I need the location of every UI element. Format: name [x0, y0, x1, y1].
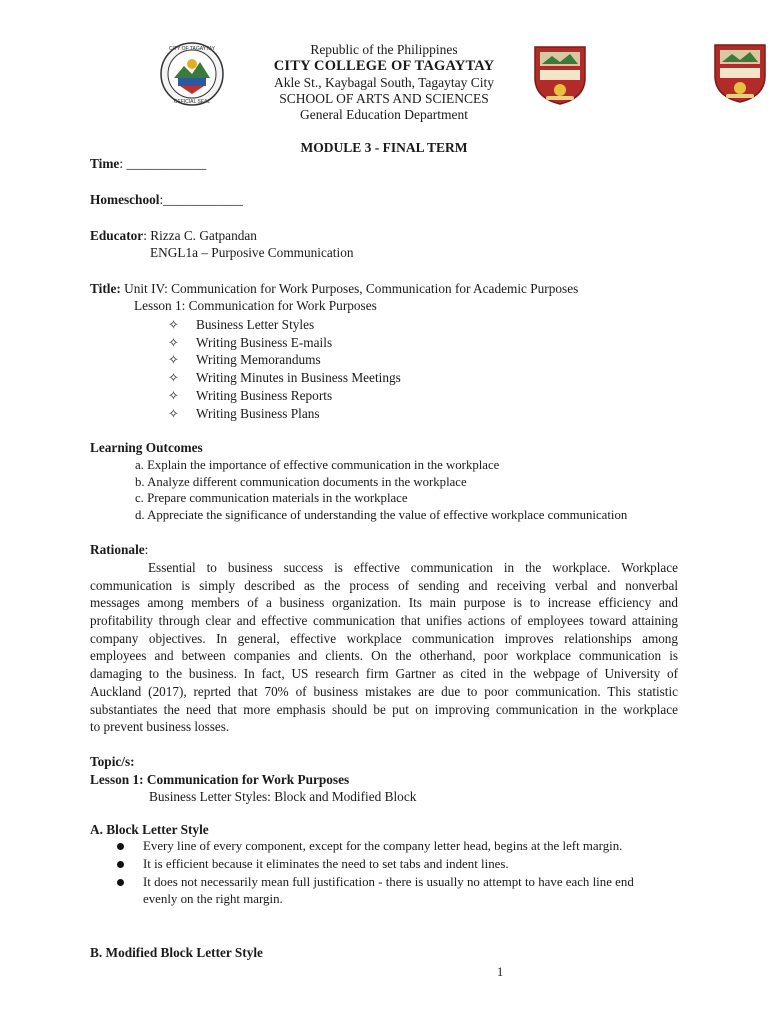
rationale-line: Auckland (2017), reprted that 70% of business mistakes are due to poor communication. This statistic — [90, 683, 678, 699]
lesson-item: Writing Business Reports — [196, 388, 333, 403]
topics-heading: Topic/s: — [90, 754, 135, 769]
time-label: Time — [90, 156, 120, 171]
title-line — [90, 281, 578, 297]
letterhead — [200, 42, 568, 123]
outcome-item: d. Appreciate the significance of understanding the value of effective workplace communication — [135, 508, 628, 522]
homeschool-line — [90, 192, 243, 208]
outcome-item: c. Prepare communication materials in the workplace — [135, 491, 408, 505]
rationale-heading-line — [90, 542, 148, 558]
diamond-bullet-icon: ✧ — [168, 335, 179, 350]
svg-text:CITY OF TAGAYTAY: CITY OF TAGAYTAY — [168, 46, 216, 52]
rationale-paragraph — [90, 559, 678, 736]
section-a-bullet: It does not necessarily mean full justification - there is usually no attempt to have each line end — [143, 875, 634, 889]
diamond-bullet-icon: ✧ — [168, 370, 179, 385]
republic-line: Republic of the Philippines — [310, 42, 458, 57]
diamond-bullet-icon: ✧ — [168, 352, 179, 367]
lesson-item: Writing Business E-mails — [196, 335, 333, 350]
lesson-item: Writing Memorandums — [196, 352, 321, 367]
section-a-bullet: It is efficient because it eliminates the need to set tabs and indent lines. — [143, 857, 509, 871]
bullet-dot-icon — [117, 879, 124, 886]
title-label: Title: — [90, 281, 121, 296]
college-shield-logo-2 — [712, 42, 768, 104]
diamond-bullet-icon: ✧ — [168, 406, 179, 421]
bullet-dot-icon — [117, 843, 124, 850]
lesson-item: Writing Business Plans — [196, 406, 320, 421]
rationale-line: employees and between companies and clients. On the otherhand, poor workplace communication is — [90, 648, 678, 664]
lesson-line: Lesson 1: Communication for Work Purposes — [134, 298, 377, 313]
homeschool-value: :____________ — [159, 192, 243, 207]
course-name: ENGL1a – Purposive Communication — [150, 245, 354, 260]
rationale-line: company objectives. In general, effective workplace communication improves relationships among — [90, 630, 678, 646]
section-a-heading: A. Block Letter Style — [90, 822, 209, 837]
outcomes-heading: Learning Outcomes — [90, 440, 203, 455]
diamond-bullet-icon: ✧ — [168, 388, 179, 403]
lesson-item: Writing Minutes in Business Meetings — [196, 370, 401, 385]
rationale-line: to prevent business losses. — [90, 719, 230, 735]
page-number: 1 — [497, 965, 504, 979]
time-value: : ____________ — [119, 156, 207, 171]
rationale-line: profitability through clear and effective communication that unifies actions of employees toward attaining — [90, 613, 678, 629]
college-name: CITY COLLEGE OF TAGAYTAY — [273, 58, 495, 75]
lesson-item: Business Letter Styles — [196, 317, 315, 332]
svg-text:OFFICIAL SEAL: OFFICIAL SEAL — [173, 99, 211, 105]
rationale-line: Essential to business success is effective communication in the workplace. Workplace — [148, 560, 678, 575]
section-a-bullet: Every line of every component, except for the company letter head, begins at the left margin. — [143, 839, 623, 853]
diamond-bullet-icon: ✧ — [168, 317, 179, 332]
educator-label: Educator — [90, 228, 144, 243]
department-name: General Education Department — [300, 107, 468, 123]
college-address: Akle St., Kaybagal South, Tagaytay City — [273, 74, 495, 90]
topics-lesson: Lesson 1: Communication for Work Purposes — [90, 772, 350, 787]
module-title: MODULE 3 - FINAL TERM — [300, 140, 468, 155]
outcome-item: a. Explain the importance of effective communication in the workplace — [135, 458, 500, 472]
educator-line — [90, 228, 257, 244]
school-name: SCHOOL OF ARTS AND SCIENCES — [279, 90, 489, 106]
rationale-heading: Rationale — [90, 542, 145, 557]
title-value: Unit IV: Communication for Work Purposes, Communication for Academic Purposes — [124, 281, 579, 296]
bullet-dot-icon — [117, 861, 124, 868]
rationale-colon: : — [144, 542, 149, 557]
outcome-item: b. Analyze different communication documents in the workplace — [135, 475, 467, 489]
rationale-line: communication is simply described as the process of sending and receiving verbal and nonverbal — [90, 577, 678, 593]
time-line — [90, 156, 206, 172]
educator-value: : Rizza C. Gatpandan — [143, 228, 257, 243]
topics-sub: Business Letter Styles: Block and Modified Block — [149, 789, 417, 804]
rationale-line: substantiates the need that more emphasis should be put on improving communication in the workplace — [90, 701, 678, 717]
homeschool-label: Homeschool — [90, 192, 160, 207]
rationale-line: damaging to the business. In fact, US research firm Gartner as cited in the webpage of University of — [90, 666, 678, 682]
rationale-line: messages among members of a business organization. Its main purpose is to increase efficiency and — [90, 595, 678, 611]
section-a-bullet-cont: evenly on the right margin. — [143, 892, 283, 906]
section-b-heading: B. Modified Block Letter Style — [90, 945, 263, 960]
